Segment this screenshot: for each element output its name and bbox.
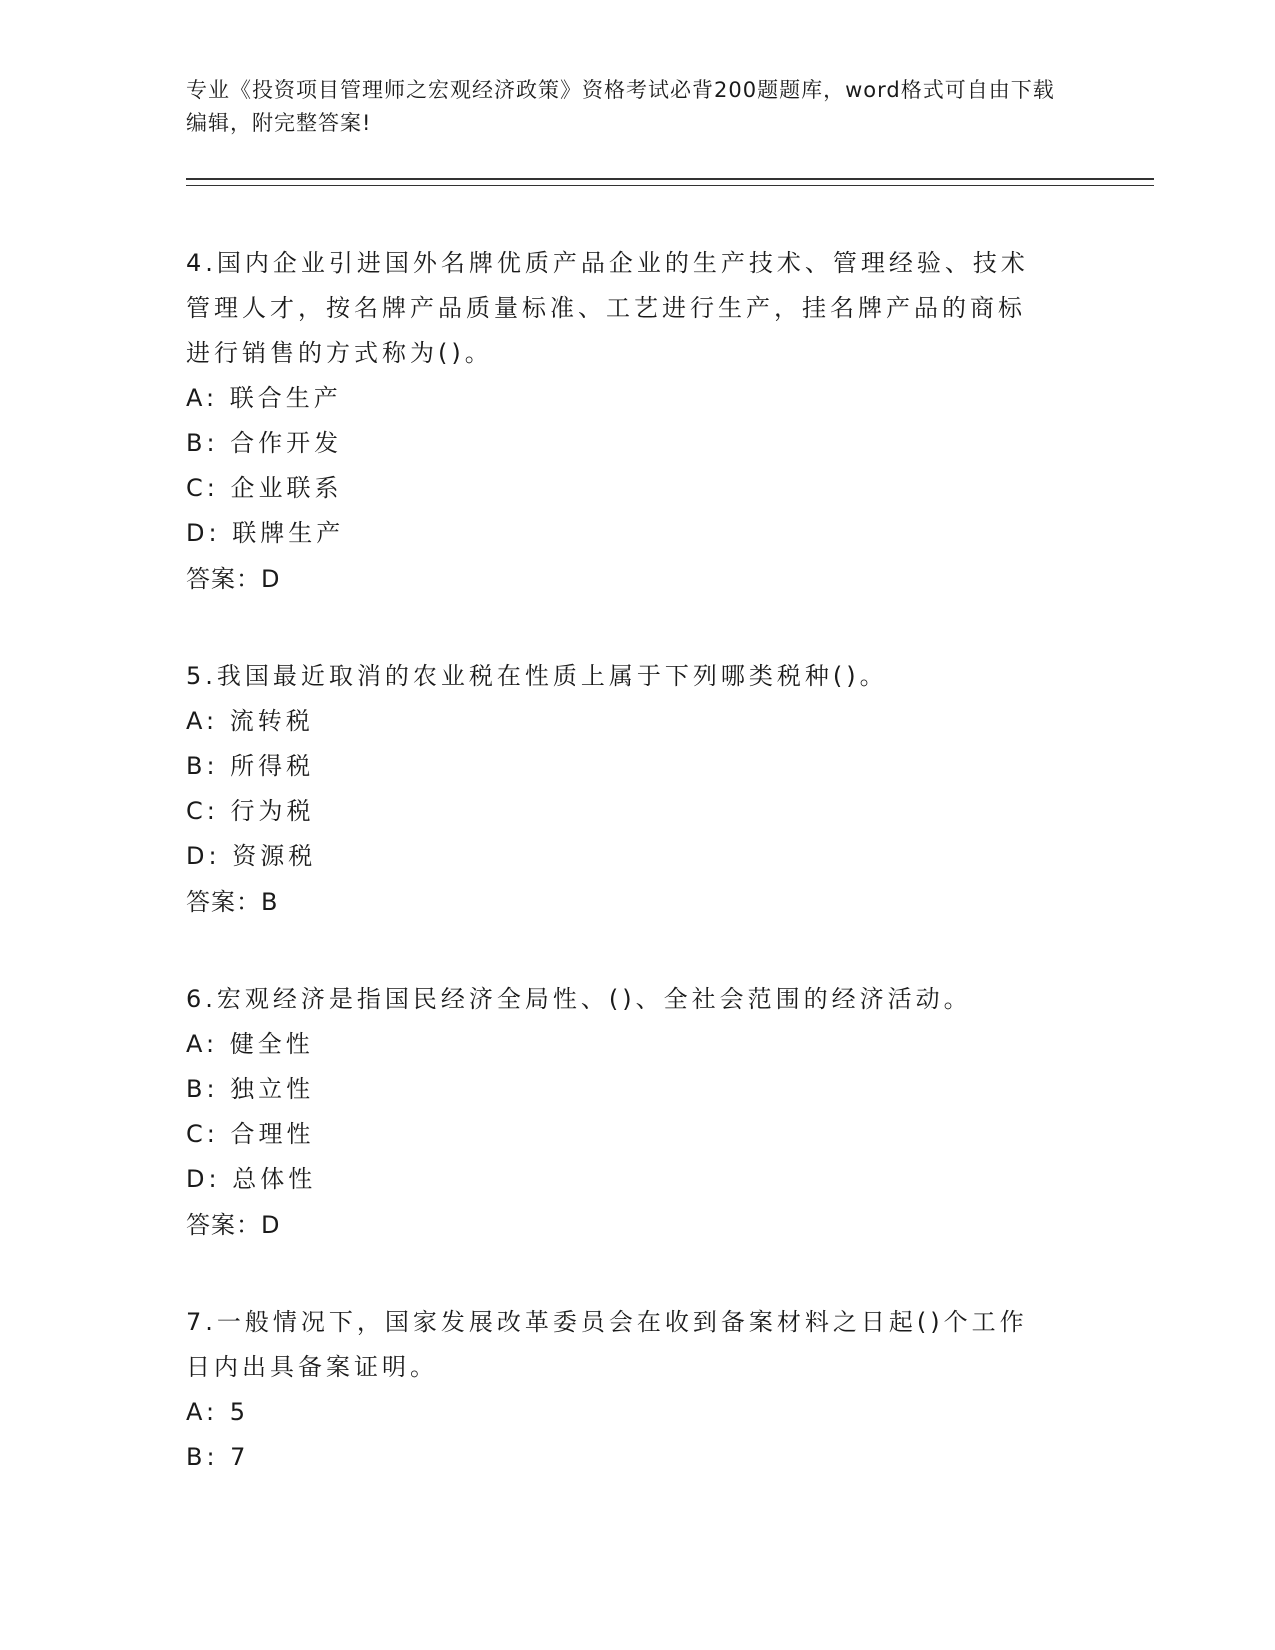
document-page — [186, 0, 1166, 1480]
answer: 答案：D — [186, 565, 281, 593]
option-b: B: 所得税 — [186, 752, 315, 780]
option-c: C: 合理性 — [186, 1120, 315, 1148]
document-title: 专业《投资项目管理师之宏观经济政策》资格考试必背200题题库，word格式可自由下载编辑，附完整答案! — [186, 78, 1055, 135]
question-6 — [186, 977, 1166, 1248]
question-5 — [186, 654, 1166, 925]
option-a: A: 健全性 — [186, 1030, 314, 1058]
option-a: A: 5 — [186, 1398, 249, 1426]
option-d: D: 总体性 — [186, 1165, 317, 1193]
question-stem: 5.我国最近取消的农业税在性质上属于下列哪类税种()。 — [186, 662, 888, 690]
answer: 答案：B — [186, 888, 279, 916]
question-4 — [186, 241, 1166, 602]
answer: 答案：D — [186, 1211, 281, 1239]
option-b: B: 合作开发 — [186, 429, 343, 457]
header-divider — [186, 178, 1154, 186]
option-d: D: 联牌生产 — [186, 519, 345, 547]
option-a: A: 流转税 — [186, 707, 314, 735]
option-c: C: 企业联系 — [186, 474, 343, 502]
question-stem: 7.一般情况下，国家发展改革委员会在收到备案材料之日起()个工作日内出具备案证明。 — [186, 1308, 1028, 1381]
option-c: C: 行为税 — [186, 797, 315, 825]
option-d: D: 资源税 — [186, 842, 317, 870]
option-b: B: 7 — [186, 1443, 250, 1471]
question-7 — [186, 1300, 1166, 1480]
question-stem: 4.国内企业引进国外名牌优质产品企业的生产技术、管理经验、技术管理人才，按名牌产品质量标准、工艺进行生产，挂名牌产品的商标进行销售的方式称为()。 — [186, 249, 1029, 367]
option-a: A: 联合生产 — [186, 384, 342, 412]
option-b: B: 独立性 — [186, 1075, 315, 1103]
question-stem: 6.宏观经济是指国民经济全局性、()、全社会范围的经济活动。 — [186, 985, 972, 1013]
